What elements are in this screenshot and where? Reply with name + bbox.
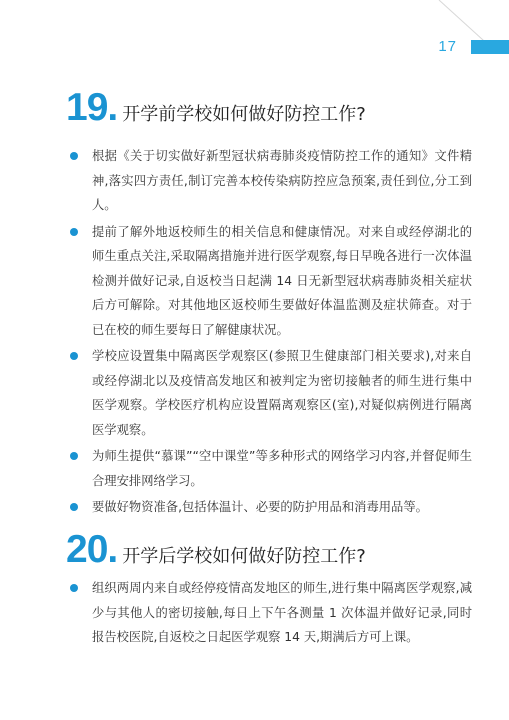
section-heading-19 [66, 86, 366, 130]
bullet-icon [70, 452, 78, 460]
list-item-text: 学校应设置集中隔离医学观察区(参照卫生健康部门相关要求),对来自或经停湖北以及疫情高发地区和被判定为密切接触者的师生进行集中医学观察。学校医疗机构应设置隔离观察区(室),对疑似病例进行隔离医学观察。 [92, 349, 472, 437]
list-item [92, 220, 472, 343]
list-item [92, 576, 472, 650]
list-item [92, 344, 472, 442]
bullet-icon [70, 503, 78, 511]
list-item-text: 提前了解外地返校师生的相关信息和健康情况。对来自或经停湖北的师生重点关注,采取隔离措施并进行医学观察,每日早晚各进行一次体温检测并做好记录,自返校当日起满 14 日无新型冠状病毒肺炎相关症状后方可解除。对其他地区返校师生要做好体温监测及症状筛查。对于已在校的师生要每日了解健康状况。 [92, 224, 472, 337]
section-number-dot: . [107, 528, 119, 571]
section-number: 20 [66, 528, 108, 571]
section-title: 开学后学校如何做好防控工作? [122, 546, 366, 567]
bullet-icon [70, 228, 78, 236]
list-item-text: 根据《关于切实做好新型冠状病毒肺炎疫情防控工作的通知》文件精神,落实四方责任,制订完善本校传染病防控应急预案,责任到位,分工到人。 [92, 149, 472, 212]
list-item-text: 组织两周内来自或经停疫情高发地区的师生,进行集中隔离医学观察,减少与其他人的密切接触,每日上下午各测量 1 次体温并做好记录,同时报告校医院,自返校之日起医学观察 14 天,期满后方可上课。 [92, 581, 472, 644]
section-19-list [92, 144, 472, 522]
list-item-text: 要做好物资准备,包括体温计、必要的防护用品和消毒用品等。 [92, 500, 428, 514]
page-number: 17 [438, 38, 457, 55]
list-item [92, 144, 472, 218]
bullet-icon [70, 584, 78, 592]
section-title: 开学前学校如何做好防控工作? [122, 104, 366, 125]
list-item [92, 495, 472, 520]
list-item [92, 444, 472, 493]
section-number: 19 [66, 86, 108, 129]
list-item-text: 为师生提供“慕课”“空中课堂”等多种形式的网络学习内容,并督促师生合理安排网络学习。 [92, 449, 472, 488]
section-number-dot: . [107, 86, 119, 129]
section-heading-20 [66, 528, 366, 572]
bullet-icon [70, 352, 78, 360]
section-20-list [92, 576, 472, 652]
page-tab-marker [471, 40, 509, 54]
bullet-icon [70, 152, 78, 160]
